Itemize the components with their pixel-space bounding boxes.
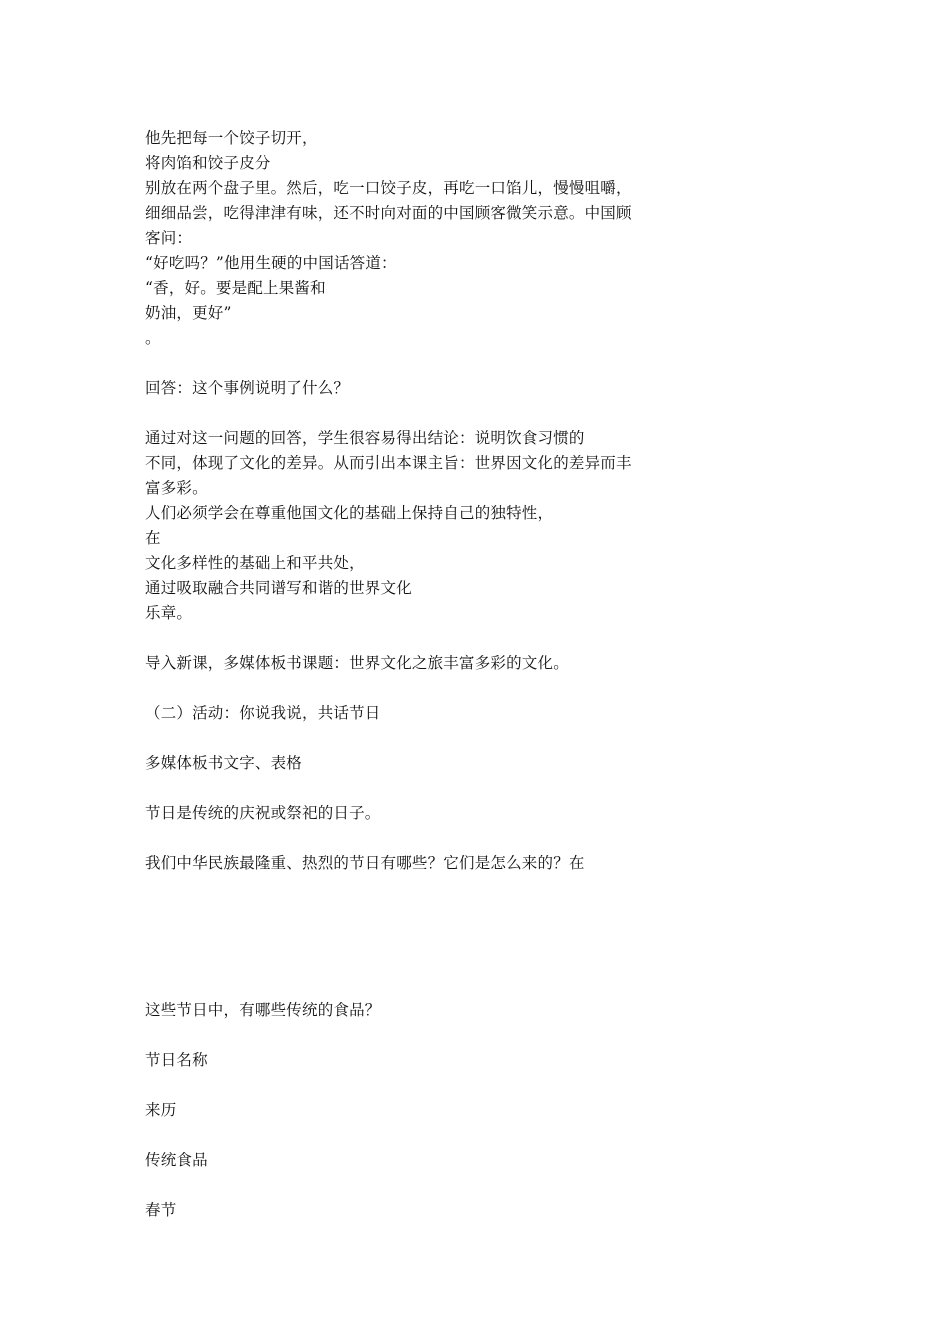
- table-row-1-name: 春节: [145, 1201, 177, 1219]
- conclusion-line-1: 通过对这一问题的回答，学生很容易得出结论：说明饮食习惯的: [145, 429, 585, 447]
- conclusion-line-8: 乐章。: [145, 604, 193, 622]
- story-line-6: “好吃吗？”他用生硬的中国话答道：: [145, 254, 397, 272]
- table-header-origin: 来历: [145, 1101, 177, 1119]
- board-note: 多媒体板书文字、表格: [145, 754, 303, 772]
- story-line-2: 将肉馅和饺子皮分: [145, 154, 271, 172]
- conclusion-line-6: 文化多样性的基础上和平共处，: [145, 554, 365, 572]
- story-line-5: 客问：: [145, 229, 193, 247]
- conclusion-line-4: 人们必须学会在尊重他国文化的基础上保持自己的独特性，: [145, 504, 554, 522]
- story-line-7: “香，好。要是配上果酱和: [145, 279, 326, 297]
- intro-line: 导入新课，多媒体板书课题：世界文化之旅丰富多彩的文化。: [145, 654, 569, 672]
- table-header-food: 传统食品: [145, 1151, 208, 1169]
- table-header-name: 节日名称: [145, 1051, 208, 1069]
- story-line-1: 他先把每一个饺子切开，: [145, 129, 318, 147]
- activity-title: （二）活动：你说我说，共话节日: [145, 704, 381, 722]
- definition-line: 节日是传统的庆祝或祭祀的日子。: [145, 804, 381, 822]
- conclusion-line-3: 富多彩。: [145, 479, 208, 497]
- question2-line-b: 这些节日中，有哪些传统的食品？: [145, 1001, 381, 1019]
- story-line-3: 别放在两个盘子里。然后，吃一口饺子皮，再吃一口馅儿，慢慢咀嚼，: [145, 179, 632, 197]
- conclusion-line-5: 在: [145, 529, 161, 547]
- story-line-9: 。: [145, 329, 161, 347]
- conclusion-line-2: 不同，体现了文化的差异。从而引出本课主旨：世界因文化的差异而丰: [145, 454, 632, 472]
- story-line-8: 奶油，更好”: [145, 304, 232, 322]
- story-line-4: 细细品尝，吃得津津有味，还不时向对面的中国顾客微笑示意。中国顾: [145, 204, 632, 222]
- question-line: 回答：这个事例说明了什么？: [145, 379, 350, 397]
- conclusion-line-7: 通过吸取融合共同谱写和谐的世界文化: [145, 579, 412, 597]
- question2-line-a: 我们中华民族最隆重、热烈的节日有哪些？它们是怎么来的？在: [145, 854, 585, 872]
